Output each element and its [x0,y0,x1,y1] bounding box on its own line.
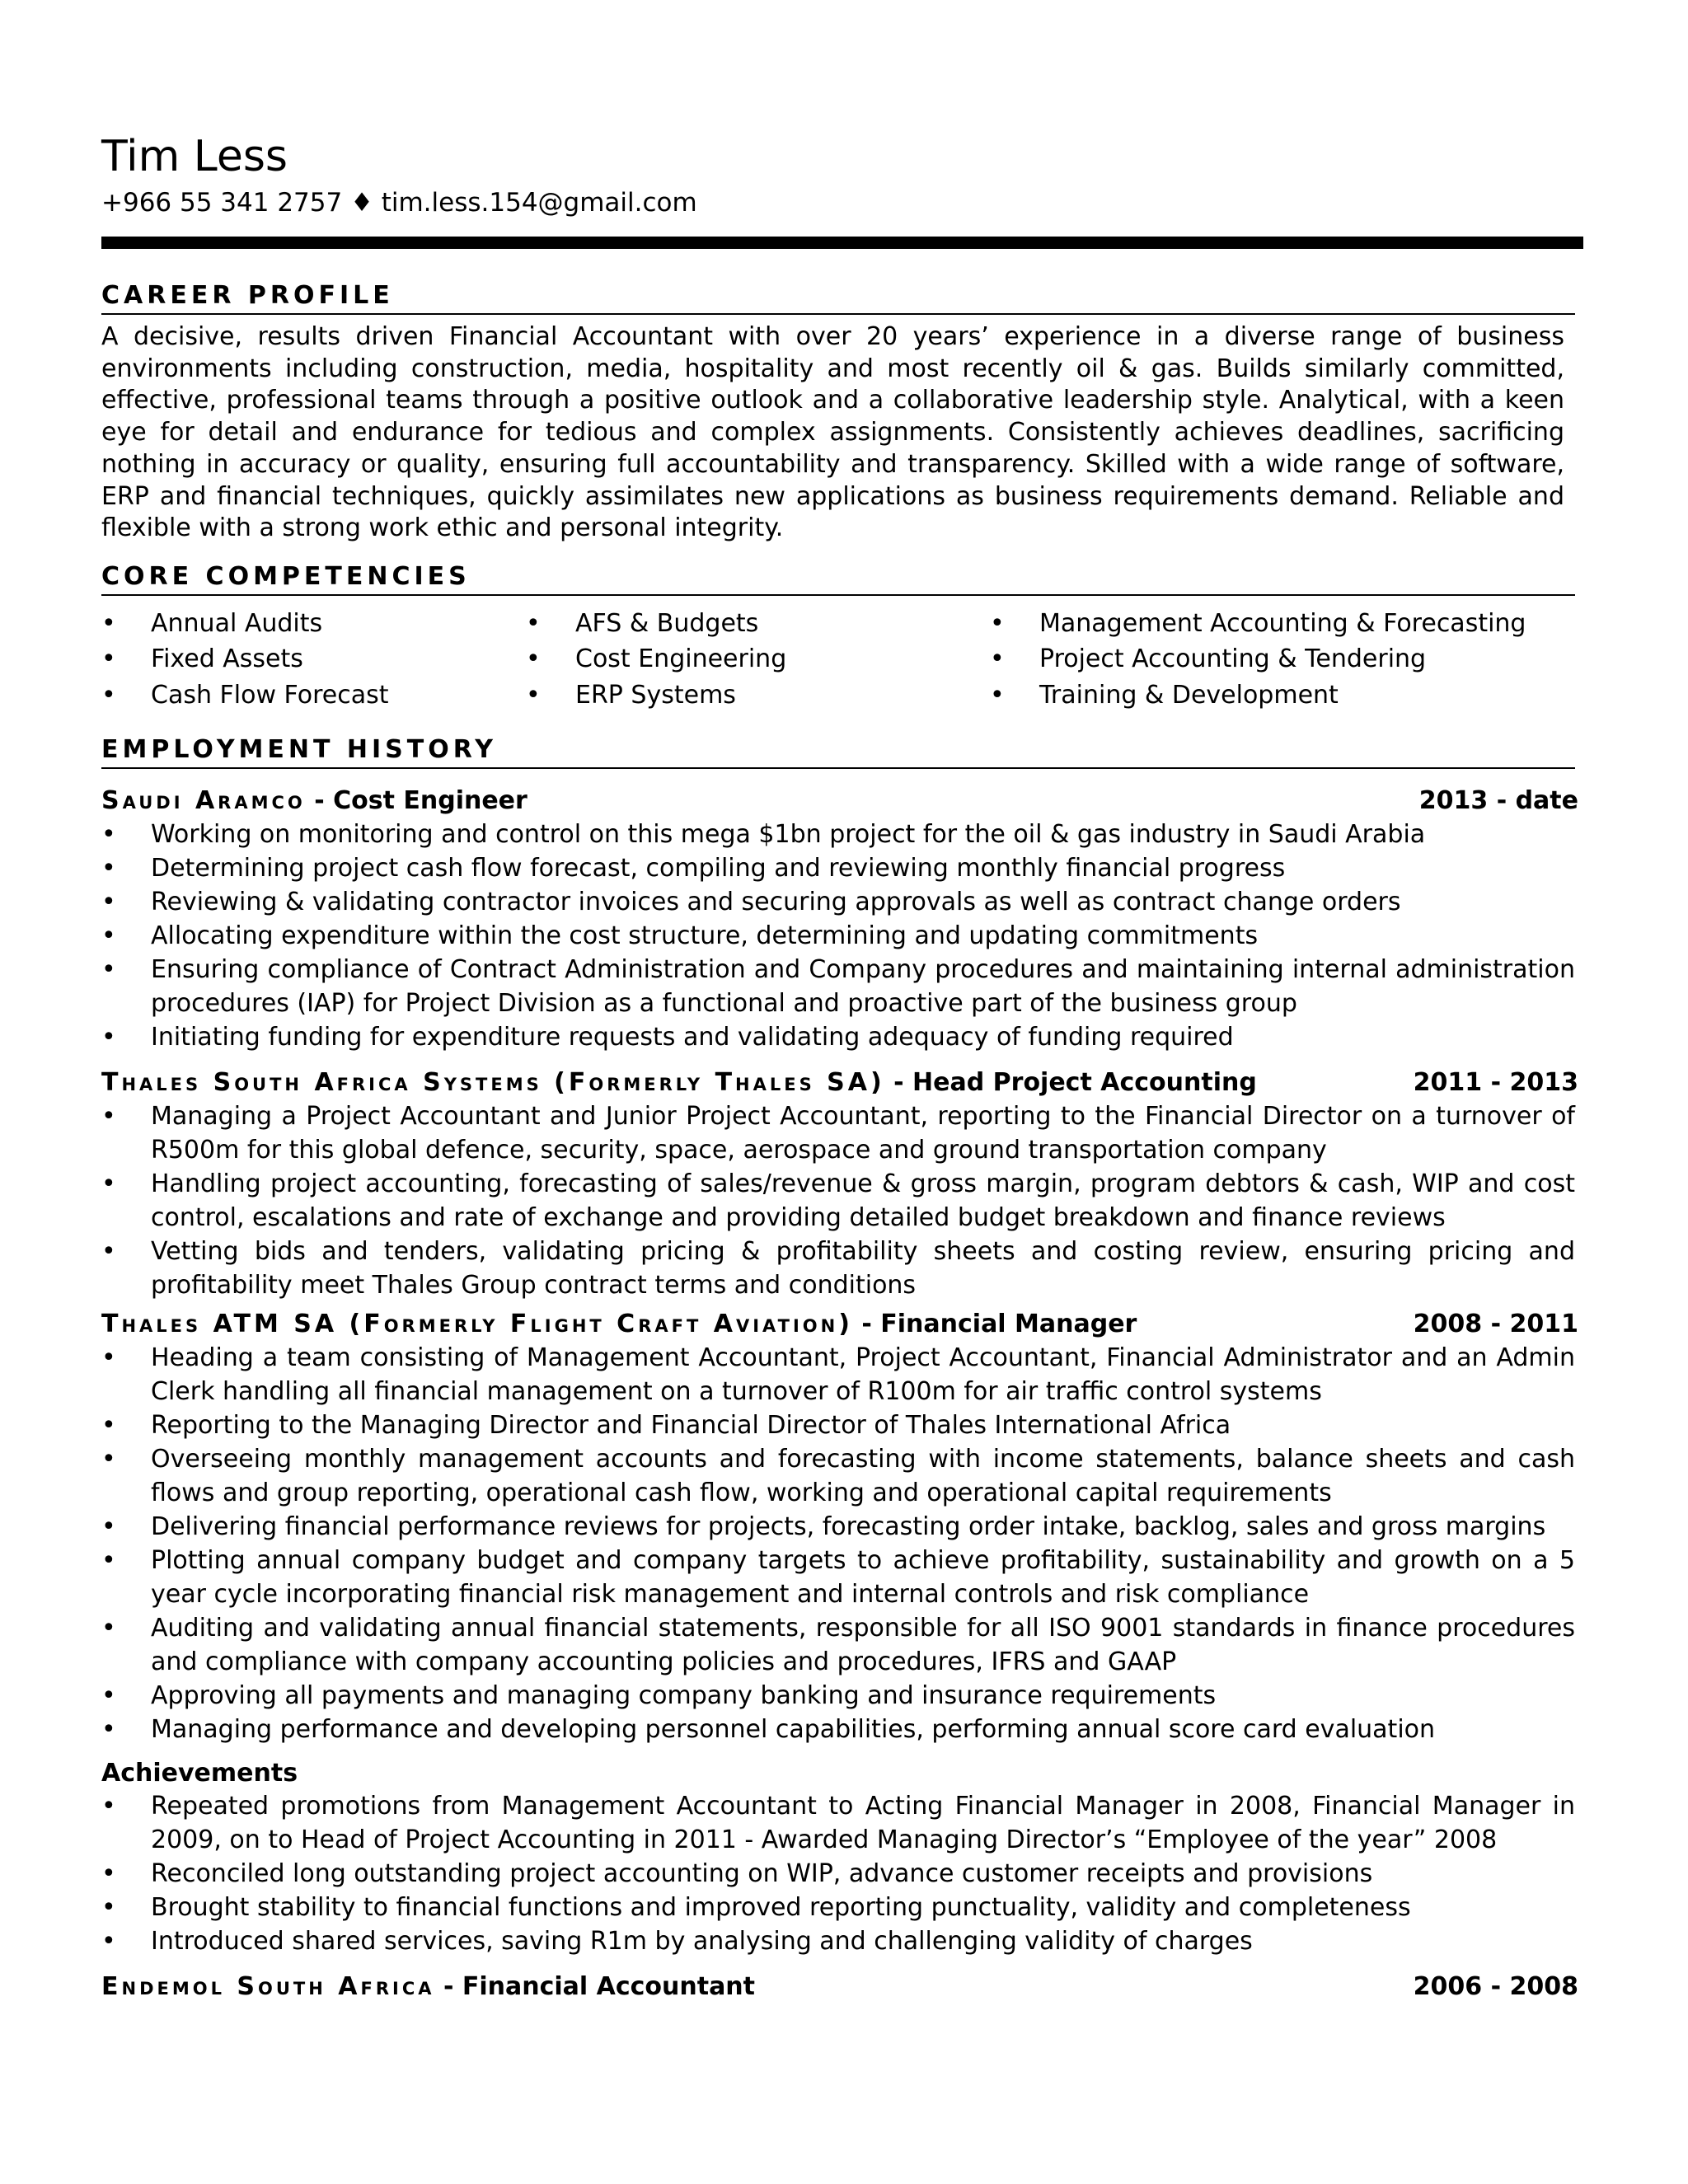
company-name: Endemol South Africa [101,1972,435,2002]
list-item: • Cash Flow Forecast [101,677,526,714]
job-bullets-thales-atm [101,1341,1575,1746]
job-title-line [101,1307,1137,1341]
job-title-line [101,1066,1257,1099]
candidate-name: Tim Less [101,132,288,181]
job-title-line [101,1970,755,2004]
contact-line: +966 55 341 2757 ♦ tim.less.154@gmail.com [101,188,697,218]
competencies-column-2 [526,606,990,714]
list-item: • Reconciled long outstanding project accounting on WIP, advance customer receipts and provisions [101,1857,1575,1891]
job-header-thales-south-africa [101,1066,1578,1099]
list-item: • Training & Development [990,677,1526,714]
list-item: • Managing a Project Accountant and Junior Project Accountant, reporting to the Financial Director on a turnover of R500m for this global defence, security, space, aerospace and ground transportation company [101,1099,1575,1167]
list-item: • Cost Engineering [526,641,990,677]
job-dates: 2006 - 2008 [1413,1972,1578,2002]
job-header-thales-atm [101,1307,1578,1341]
competencies-grid [101,606,1575,714]
list-item: • Project Accounting & Tendering [990,641,1526,677]
job-title: - Cost Engineer [305,786,528,816]
competencies-column-1 [101,606,526,714]
list-item: • Heading a team consisting of Management Accountant, Project Accountant, Financial Administrator and an Admin Clerk handling all financial management on a turnover of R100m for air traffic control systems [101,1341,1575,1408]
section-heading-core-competencies: CORE COMPETENCIES [101,561,1575,596]
job-title-line [101,784,528,818]
list-item: • Annual Audits [101,606,526,642]
list-item: • Managing performance and developing personnel capabilities, performing annual score card evaluation [101,1713,1575,1746]
list-item: • Auditing and validating annual financial statements, responsible for all ISO 9001 standards in finance procedures and compliance with company accounting policies and procedures, IFRS and GAAP [101,1611,1575,1679]
list-item: • Reviewing & validating contractor invoices and securing approvals as well as contract change orders [101,885,1575,919]
job-dates: 2008 - 2011 [1413,1310,1578,1339]
section-heading-employment-history: EMPLOYMENT HISTORY [101,734,1575,769]
achievements-list [101,1789,1575,1958]
job-header-endemol [101,1970,1578,2004]
job-bullets-saudi-aramco [101,818,1575,1054]
list-item: • Reporting to the Managing Director and Financial Director of Thales International Africa [101,1408,1575,1442]
list-item: • ERP Systems [526,677,990,714]
header-divider [101,237,1583,249]
job-bullets-thales-south-africa [101,1099,1575,1302]
job-title: - Head Project Accounting [884,1068,1257,1098]
job-title: - Financial Manager [852,1310,1137,1339]
list-item: • Handling project accounting, forecasting of sales/revenue & gross margin, program debtors & cash, WIP and cost control, escalations and rate of exchange and providing detailed budget breakdown and finance reviews [101,1167,1575,1235]
list-item: • Delivering financial performance reviews for projects, forecasting order intake, backlog, sales and gross margins [101,1510,1575,1544]
list-item: • Determining project cash flow forecast, compiling and reviewing monthly financial progress [101,851,1575,885]
list-item: • Plotting annual company budget and company targets to achieve profitability, sustainability and growth on a 5 year cycle incorporating financial risk management and internal controls and risk compliance [101,1544,1575,1611]
list-item: • Repeated promotions from Management Accountant to Acting Financial Manager in 2008, Financial Manager in 2009, on to Head of Project Accounting in 2011 - Awarded Managing Director’s “Employee of the year” 2008 [101,1789,1575,1857]
job-dates: 2011 - 2013 [1413,1068,1578,1098]
list-item: • AFS & Budgets [526,606,990,642]
list-item: • Vetting bids and tenders, validating pricing & profitability sheets and costing review, ensuring pricing and profitability meet Thales Group contract terms and conditions [101,1235,1575,1302]
company-name: Thales South Africa Systems (Formerly Thales SA) [101,1068,885,1098]
list-item: • Fixed Assets [101,641,526,677]
list-item: • Management Accounting & Forecasting [990,606,1526,642]
section-heading-career-profile: CAREER PROFILE [101,280,1575,315]
competencies-column-3 [990,606,1526,714]
list-item: • Overseeing monthly management accounts and forecasting with income statements, balance sheets and cash flows and group reporting, operational cash flow, working and operational capital requirements [101,1442,1575,1510]
list-item: • Ensuring compliance of Contract Administration and Company procedures and maintaining internal administration procedures (IAP) for Project Division as a functional and proactive part of the business group [101,953,1575,1020]
job-dates: 2013 - date [1418,786,1578,816]
list-item: • Approving all payments and managing company banking and insurance requirements [101,1679,1575,1713]
list-item: • Allocating expenditure within the cost structure, determining and updating commitments [101,919,1575,953]
company-name: Saudi Aramco [101,786,306,816]
list-item: • Introduced shared services, saving R1m by analysing and challenging validity of charges [101,1924,1575,1958]
job-title: - Financial Accountant [434,1972,756,2002]
list-item: • Initiating funding for expenditure requests and validating adequacy of funding required [101,1020,1575,1054]
job-header-saudi-aramco [101,784,1578,818]
list-item: • Working on monitoring and control on this mega $1bn project for the oil & gas industry in Saudi Arabia [101,818,1575,851]
list-item: • Brought stability to financial functions and improved reporting punctuality, validity and completeness [101,1891,1575,1924]
achievements-heading: Achievements [101,1759,298,1788]
company-name: Thales ATM SA (Formerly Flight Craft Aviation) [101,1310,853,1339]
career-profile-text: A decisive, results driven Financial Accountant with over 20 years’ experience in a diverse range of business environments including construction, media, hospitality and most recently oil & gas. Builds similarly committed, effective, professional teams through a positive outlook and a collaborative leadership style. Analytical, with a keen eye for detail and endurance for tedious and complex assignments. Consistently achieves deadlines, sacrificing nothing in accuracy or quality, ensuring full accountability and transparency. Skilled with a wide range of software, ERP and financial techniques, quickly assimilates new applications as business requirements demand. Reliable and flexible with a strong work ethic and personal integrity. [101,322,1564,543]
